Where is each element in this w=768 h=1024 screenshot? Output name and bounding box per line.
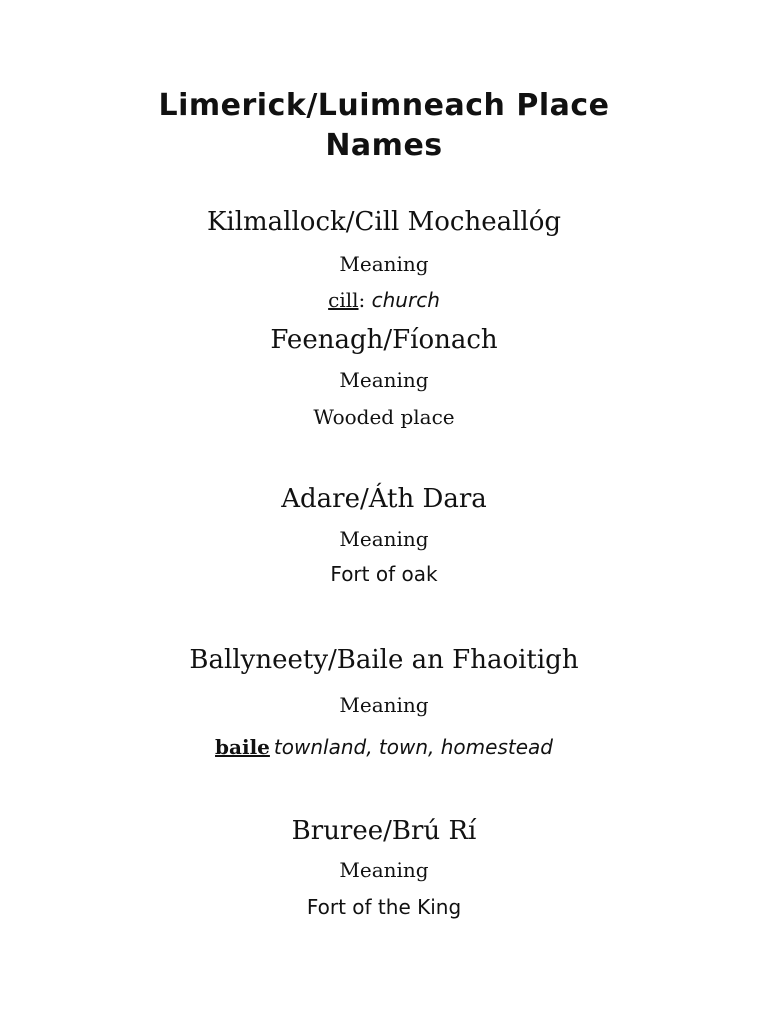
place-name-feenagh: Feenagh/Fíonach: [270, 325, 498, 355]
meaning-label: Meaning: [339, 252, 429, 276]
place-name-kilmallock: Kilmallock/Cill Mocheallóg: [206, 207, 562, 237]
meaning-label: Meaning: [339, 858, 429, 882]
irish-term: baile: [215, 735, 270, 759]
meaning-ballyneety: [0, 733, 768, 764]
page-title-line-1: Limerick/Luimneach Place: [158, 88, 610, 123]
meaning-label: Meaning: [339, 368, 429, 392]
place-name-bruree: Bruree/Brú Rí: [291, 816, 477, 846]
meaning-bruree: Fort of the King: [306, 895, 462, 919]
irish-term: cill: [328, 288, 359, 312]
place-name-ballyneety: Ballyneety/Baile an Fhaoitigh: [189, 645, 579, 675]
term-definition: church: [371, 288, 440, 312]
meaning-label: Meaning: [339, 693, 429, 717]
meaning-feenagh: Wooded place: [313, 405, 455, 429]
meaning-adare: Fort of oak: [330, 562, 438, 586]
meaning-label: Meaning: [339, 527, 429, 551]
meaning-kilmallock: [0, 286, 768, 317]
term-separator: :: [358, 288, 372, 312]
term-definition: townland, town, homestead: [273, 735, 553, 759]
place-name-adare: Adare/Áth Dara: [281, 484, 487, 514]
page-title-line-2: Names: [325, 128, 443, 163]
